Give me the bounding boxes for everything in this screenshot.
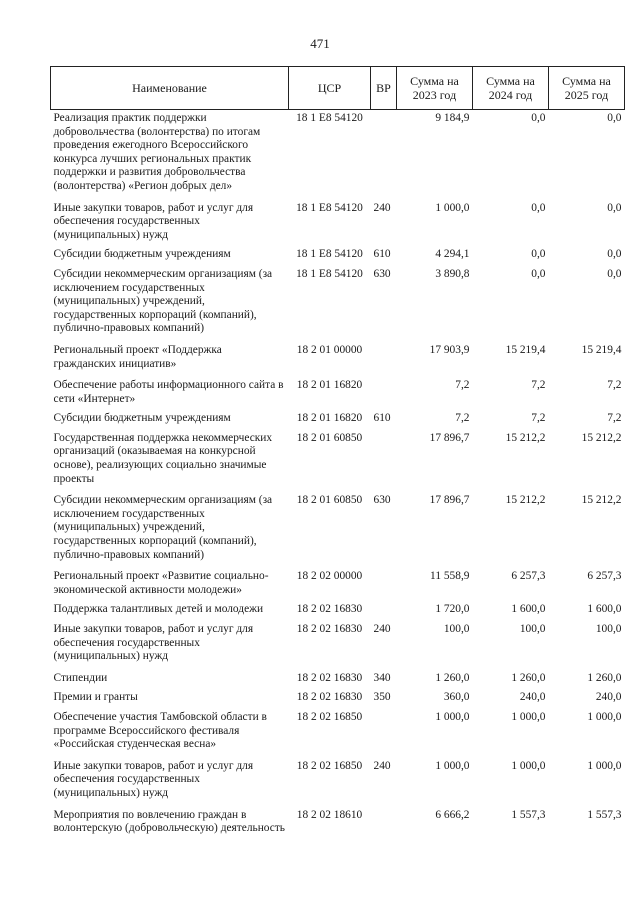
row-sum-2024: 15 212,2 — [505, 494, 546, 507]
row-sum-2023: 1 260,0 — [435, 671, 470, 684]
row-vr: 340 — [373, 671, 391, 684]
row-sum-2025: 1 557,3 — [587, 808, 622, 821]
header-csr: ЦСР — [289, 67, 371, 110]
row-sum-2025: 1 600,0 — [587, 603, 622, 616]
row-name: Региональный проект «Поддержка гражданских инициатив» — [53, 343, 222, 370]
row-sum-2024: 1 600,0 — [511, 603, 546, 616]
row-sum-2025: 6 257,3 — [587, 570, 622, 583]
row-sum-2025: 0,0 — [607, 248, 622, 261]
row-sum-2025: 100,0 — [595, 623, 622, 635]
row-vr — [371, 371, 397, 406]
row-sum-2024: 15 212,2 — [505, 431, 546, 444]
row-csr: 18 2 02 16850 — [296, 710, 363, 723]
row-csr: 18 2 02 16830 — [296, 671, 363, 684]
row-csr: 18 2 02 18610 — [296, 808, 363, 821]
table-row — [51, 801, 625, 836]
row-sum-2023: 1 000,0 — [435, 759, 470, 772]
row-name: Мероприятия по вовлечению граждан в волонтерскую (добровольческую) деятельность — [53, 808, 286, 835]
table-row — [51, 371, 625, 406]
row-name: Иные закупки товаров, работ и услуг для обеспечения государственных (муниципальных) нужд — [53, 759, 254, 799]
row-sum-2023: 100,0 — [443, 623, 470, 635]
row-sum-2025: 240,0 — [595, 691, 622, 704]
table-row — [51, 597, 625, 617]
row-vr: 630 — [373, 494, 391, 507]
row-vr — [371, 801, 397, 836]
row-sum-2025: 15 219,4 — [581, 343, 622, 356]
table-row — [51, 262, 625, 336]
header-sum-2023: Сумма на 2023 год — [397, 67, 473, 110]
row-vr: 350 — [373, 691, 391, 704]
row-sum-2023: 11 558,9 — [430, 570, 470, 583]
row-vr — [371, 705, 397, 752]
row-sum-2024: 6 257,3 — [511, 570, 546, 583]
row-csr: 18 2 01 00000 — [296, 343, 363, 356]
row-name: Государственная поддержка некоммерческих организаций (оказываемая на конкурсной основе), реализующих социально значимые проекты — [53, 431, 273, 485]
row-sum-2023: 3 890,8 — [435, 267, 470, 280]
row-name: Субсидии некоммерческим организациям (за исключением государственных (муниципальных) учреждений, государственных корпораций (компаний), публично-правовых компаний) — [53, 267, 273, 335]
row-sum-2023: 17 896,7 — [429, 431, 470, 444]
row-sum-2025: 1 000,0 — [587, 710, 622, 723]
row-sum-2025: 0,0 — [607, 201, 622, 214]
row-vr: 630 — [373, 267, 391, 280]
row-csr: 18 2 02 16830 — [296, 603, 363, 616]
row-sum-2025: 15 212,2 — [581, 431, 622, 444]
table-row — [51, 336, 625, 371]
table-row — [51, 242, 625, 262]
table-row — [51, 426, 625, 486]
row-sum-2023: 6 666,2 — [435, 808, 470, 821]
row-sum-2023: 1 000,0 — [435, 201, 470, 214]
row-sum-2024: 7,2 — [531, 412, 546, 425]
row-vr — [371, 336, 397, 371]
row-name: Реализация практик поддержки добровольчества (волонтерства) по итогам проведения ежегодного Всероссийского конкурса лучших региональных практик поддержки и развития добровольчества (волонтерства) «Регион добрых дел» — [53, 112, 261, 192]
row-sum-2025: 1 000,0 — [587, 759, 622, 772]
row-vr — [371, 426, 397, 486]
table-row — [51, 406, 625, 426]
row-sum-2024: 7,2 — [531, 379, 546, 392]
row-name: Субсидии бюджетным учреждениям — [53, 412, 231, 425]
row-sum-2025: 0,0 — [607, 112, 622, 124]
row-name: Иные закупки товаров, работ и услуг для обеспечения государственных (муниципальных) нужд — [53, 201, 254, 241]
header-vr: ВР — [371, 67, 397, 110]
row-sum-2025: 7,2 — [607, 379, 622, 392]
table-row — [51, 486, 625, 562]
row-sum-2024: 0,0 — [531, 267, 546, 280]
row-vr: 610 — [373, 248, 391, 261]
row-sum-2023: 1 720,0 — [435, 603, 470, 616]
row-sum-2024: 0,0 — [531, 112, 546, 124]
row-csr: 18 2 01 16820 — [296, 379, 363, 392]
row-csr: 18 1 E8 54120 — [296, 248, 363, 261]
row-sum-2024: 1 000,0 — [511, 759, 546, 772]
row-sum-2024: 1 557,3 — [511, 808, 546, 821]
table-header — [51, 67, 625, 110]
table-row — [51, 562, 625, 597]
row-name: Субсидии бюджетным учреждениям — [53, 248, 231, 261]
row-sum-2024: 15 219,4 — [505, 343, 546, 356]
page-number: 471 — [310, 36, 330, 51]
row-csr: 18 1 E8 54120 — [296, 267, 363, 280]
row-sum-2024: 1 260,0 — [511, 671, 546, 684]
row-sum-2023: 360,0 — [443, 691, 470, 704]
row-sum-2023: 7,2 — [455, 379, 470, 392]
table-row — [51, 194, 625, 243]
header-sum-2025: Сумма на 2025 год — [549, 67, 625, 110]
row-sum-2025: 15 212,2 — [581, 494, 622, 507]
row-name: Иные закупки товаров, работ и услуг для обеспечения государственных (муниципальных) нужд — [53, 623, 254, 663]
row-sum-2023: 4 294,1 — [435, 248, 470, 261]
table-row — [51, 705, 625, 752]
row-name: Премии и гранты — [53, 691, 138, 704]
row-sum-2023: 9 184,9 — [435, 112, 470, 124]
row-sum-2023: 17 903,9 — [429, 343, 470, 356]
row-vr — [371, 597, 397, 617]
row-vr: 240 — [373, 759, 391, 772]
row-sum-2023: 7,2 — [455, 412, 470, 425]
row-csr: 18 1 E8 54120 — [296, 112, 363, 124]
header-name: Наименование — [51, 67, 289, 110]
row-name: Обеспечение участия Тамбовской области в программе Всероссийского фестиваля «Российская студенческая весна» — [53, 710, 267, 751]
budget-table — [50, 66, 625, 836]
table-row — [51, 110, 625, 194]
row-sum-2025: 1 260,0 — [587, 671, 622, 684]
row-csr: 18 2 01 60850 — [296, 494, 363, 507]
table-row — [51, 685, 625, 705]
row-sum-2023: 1 000,0 — [435, 710, 470, 723]
row-vr: 240 — [373, 201, 391, 214]
row-name: Стипендии — [53, 671, 108, 684]
row-name: Поддержка талантливых детей и молодежи — [53, 603, 264, 616]
row-vr: 240 — [373, 623, 391, 635]
table-row — [51, 617, 625, 664]
row-sum-2024: 100,0 — [519, 623, 546, 635]
row-csr: 18 2 02 16830 — [296, 623, 363, 635]
row-name: Субсидии некоммерческим организациям (за исключением государственных (муниципальных) учреждений, государственных корпораций (компаний), публично-правовых компаний) — [53, 494, 273, 561]
row-vr — [371, 110, 397, 194]
row-sum-2024: 0,0 — [531, 248, 546, 261]
row-csr: 18 2 02 16850 — [296, 759, 363, 772]
row-vr: 610 — [373, 412, 391, 425]
row-csr: 18 2 01 60850 — [296, 431, 363, 444]
row-sum-2023: 17 896,7 — [429, 494, 470, 507]
table-body — [51, 110, 625, 836]
row-csr: 18 2 01 16820 — [296, 412, 363, 425]
row-name: Региональный проект «Развитие социально-экономической активности молодежи» — [53, 570, 269, 596]
row-name: Обеспечение работы информационного сайта в сети «Интернет» — [53, 379, 284, 405]
row-sum-2024: 1 000,0 — [511, 710, 546, 723]
row-vr — [371, 562, 397, 597]
row-sum-2024: 240,0 — [519, 691, 546, 704]
table-row — [51, 664, 625, 686]
row-csr: 18 2 02 00000 — [296, 570, 363, 583]
row-sum-2024: 0,0 — [531, 201, 546, 214]
row-sum-2025: 7,2 — [607, 412, 622, 425]
header-sum-2024: Сумма на 2024 год — [473, 67, 549, 110]
table-row — [51, 752, 625, 801]
row-csr: 18 2 02 16830 — [296, 691, 363, 704]
row-sum-2025: 0,0 — [607, 267, 622, 280]
row-csr: 18 1 E8 54120 — [296, 201, 363, 214]
